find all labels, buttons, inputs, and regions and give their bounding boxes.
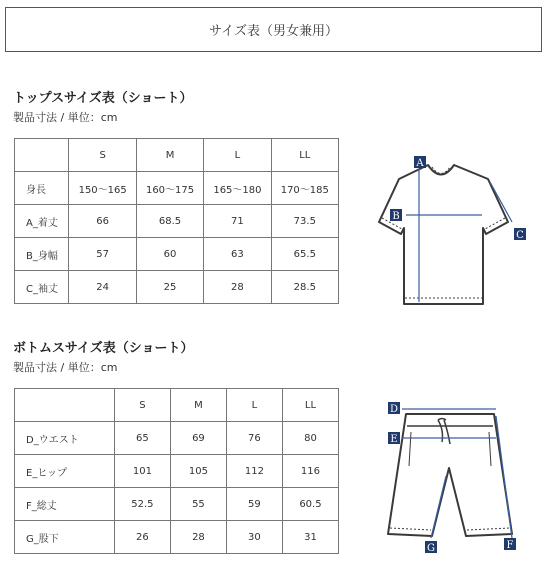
table-cell: 150〜165: [69, 172, 136, 205]
table-cell: 165〜180: [204, 172, 271, 205]
row-label-height: 身長: [15, 172, 69, 205]
table-row: [15, 422, 339, 455]
table-cell: 28: [204, 271, 271, 304]
table-corner-cell: [15, 389, 115, 422]
marker-d: [388, 402, 400, 415]
table-cell: 73.5: [271, 205, 338, 238]
table-cell: 30: [226, 521, 282, 554]
table-row: [15, 205, 339, 238]
tops-heading: トップスサイズ表（ショート）: [13, 91, 193, 106]
marker-c: [514, 228, 526, 241]
table-cell: 76: [226, 422, 282, 455]
column-header-l: L: [226, 389, 282, 422]
table-cell: 52.5: [114, 488, 170, 521]
column-header-m: M: [170, 389, 226, 422]
table-cell: 71: [204, 205, 271, 238]
table-cell: 31: [282, 521, 338, 554]
row-label-inseam: G_股下: [15, 521, 115, 554]
shorts-diagram: [384, 398, 524, 558]
marker-d-label: D: [389, 404, 399, 415]
shorts-outline: [388, 414, 512, 536]
table-cell: 28: [170, 521, 226, 554]
marker-a-label: A: [416, 158, 424, 169]
table-cell: 55: [170, 488, 226, 521]
marker-f-label: F: [506, 540, 514, 551]
column-header-s: S: [69, 139, 136, 172]
table-row: [15, 455, 339, 488]
table-cell: 63: [204, 238, 271, 271]
table-cell: 65.5: [271, 238, 338, 271]
table-row: [15, 521, 339, 554]
marker-c-label: C: [516, 230, 524, 241]
column-header-ll: LL: [282, 389, 338, 422]
marker-e: [388, 432, 400, 445]
row-label-hip: E_ヒップ: [15, 455, 115, 488]
tshirt-outline: [379, 165, 508, 304]
table-cell: 170〜185: [271, 172, 338, 205]
table-cell: 57: [69, 238, 136, 271]
table-corner-cell: [15, 139, 69, 172]
marker-a: [414, 156, 426, 169]
row-label-total-length: F_総丈: [15, 488, 115, 521]
page-title-text: サイズ表（男女兼用）: [209, 24, 338, 39]
bottoms-heading: ボトムスサイズ表（ショート）: [13, 341, 194, 356]
table-cell: 112: [226, 455, 282, 488]
marker-b: [390, 209, 402, 222]
table-cell: 60.5: [282, 488, 338, 521]
table-cell: 69: [170, 422, 226, 455]
tshirt-diagram: [366, 152, 536, 312]
tops-size-table: [14, 138, 339, 304]
table-cell: 68.5: [136, 205, 203, 238]
tops-unit-note: 製品寸法 / 単位：cm: [13, 111, 118, 124]
table-cell: 160〜175: [136, 172, 203, 205]
table-cell: 65: [114, 422, 170, 455]
table-cell: 116: [282, 455, 338, 488]
table-cell: 59: [226, 488, 282, 521]
table-row: [15, 238, 339, 271]
table-row: [15, 172, 339, 205]
table-row: [15, 271, 339, 304]
table-cell: 80: [282, 422, 338, 455]
table-cell: 60: [136, 238, 203, 271]
row-label-waist: D_ウエスト: [15, 422, 115, 455]
column-header-l: L: [204, 139, 271, 172]
marker-g-label: G: [427, 543, 435, 554]
table-cell: 25: [136, 271, 203, 304]
column-header-ll: LL: [271, 139, 338, 172]
column-header-m: M: [136, 139, 203, 172]
table-cell: 66: [69, 205, 136, 238]
bottoms-size-table: [14, 388, 339, 554]
row-label-sleeve: C_袖丈: [15, 271, 69, 304]
table-header-row: [15, 139, 339, 172]
marker-g: [425, 541, 437, 554]
marker-f: [504, 538, 516, 551]
marker-b-label: B: [392, 211, 400, 222]
marker-e-label: E: [390, 434, 398, 445]
row-label-chest: B_身幅: [15, 238, 69, 271]
table-cell: 24: [69, 271, 136, 304]
table-row: [15, 488, 339, 521]
column-header-s: S: [114, 389, 170, 422]
table-cell: 101: [114, 455, 170, 488]
table-cell: 105: [170, 455, 226, 488]
bottoms-unit-note: 製品寸法 / 単位：cm: [13, 361, 118, 374]
row-label-length: A_着丈: [15, 205, 69, 238]
table-cell: 28.5: [271, 271, 338, 304]
table-cell: 26: [114, 521, 170, 554]
table-header-row: [15, 389, 339, 422]
page-title: [5, 7, 542, 52]
